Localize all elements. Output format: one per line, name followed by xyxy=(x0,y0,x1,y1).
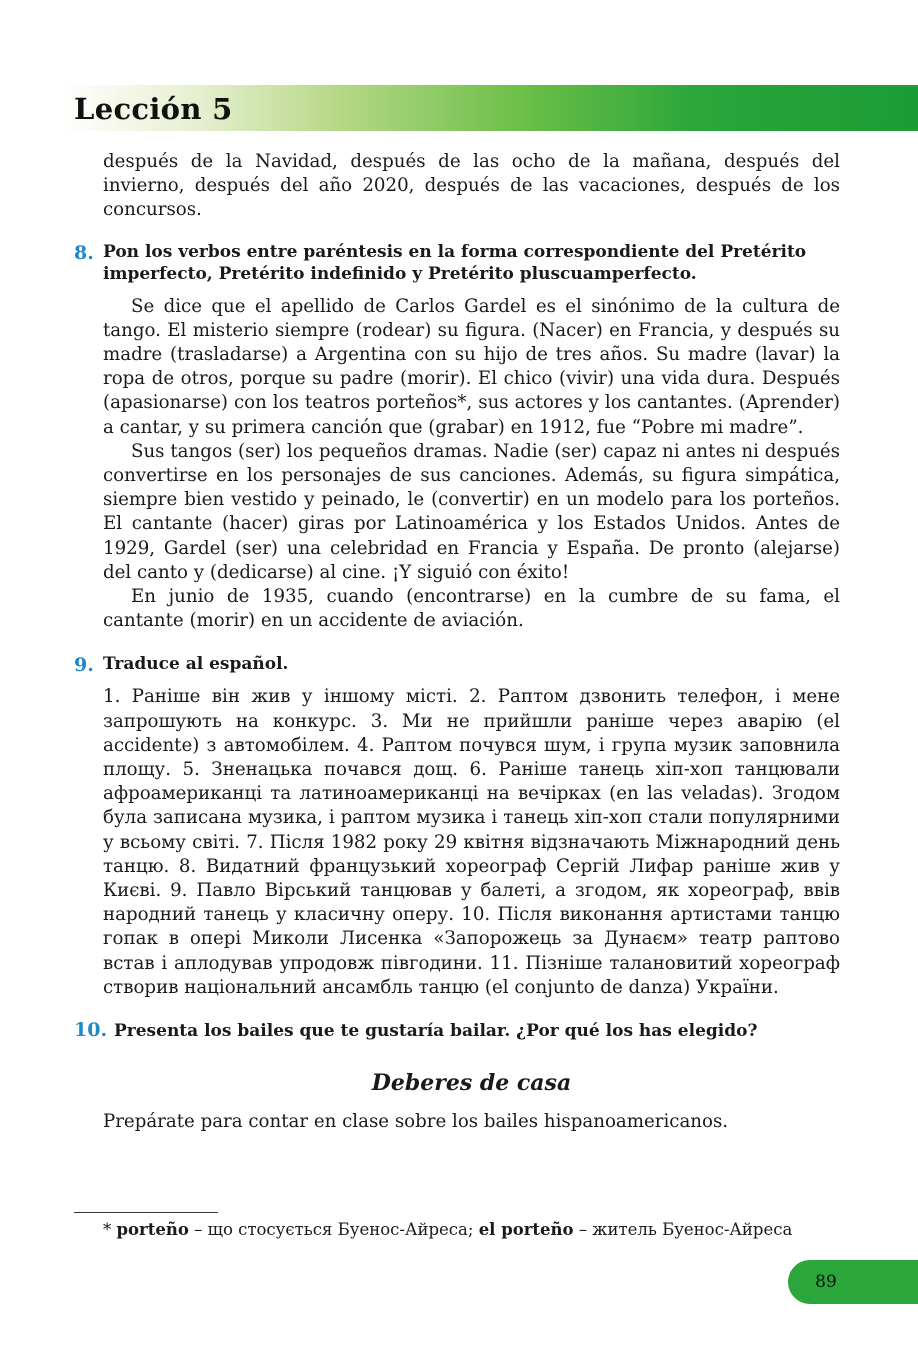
paragraph: Se dice que el apellido de Carlos Gardel es el sinónimo de la cultura de tango. El misterio siempre (rodear) su figura. (Nacer) en Francia, y después su madre (trasladarse) a Argentina con su hijo de tres años. Su madre (lavar) la ropa de otros, porque su padre (morir). El chico (vivir) una vida dura. Después (apasionarse) con los teatros porteños*, sus actores y los cantantes. (Aprender) a cantar, y su primera canción que (grabar) en 1912, fue “Pobre mi madre”. xyxy=(103,295,840,438)
exercise-title: Presenta los bailes que te gustaría bailar. ¿Por qué los has elegido? xyxy=(114,1021,758,1042)
exercise-number: 8. xyxy=(74,241,94,264)
exercise-number: 9. xyxy=(74,654,94,677)
footnote-term: porteño xyxy=(116,1220,189,1239)
exercise-8-body xyxy=(74,295,840,634)
homework-title: Deberes de casa xyxy=(371,1070,572,1097)
exercise-number: 10. xyxy=(74,1019,108,1042)
lesson-title: Lección 5 xyxy=(74,92,233,126)
footnote-mark: * xyxy=(103,1220,112,1239)
paragraph: Sus tangos (ser) los pequeños dramas. Nadie (ser) capaz ni antes ni después convertirse en los personajes de sus canciones. Además, su figura simpática, siempre bien vestido y peinado, le (convertir) en un modelo para los porteños. El cantante (hacer) giras por Latinoamérica y los Estados Unidos. Antes de 1929, Gardel (ser) una celebridad en Francia y España. De pronto (alejarse) del canto y (dedicarse) al cine. ¡Y siguió con éxito! xyxy=(103,440,840,583)
footnote-term: el porteño xyxy=(478,1220,574,1239)
footnote-definition: – житель Буенос-Айреса xyxy=(578,1220,793,1239)
footnote-definition: – що стосується Буенос-Айреса; xyxy=(194,1220,474,1239)
paragraph: En junio de 1935, cuando (encontrarse) en la cumbre de su fama, el cantante (morir) en un accidente de aviación. xyxy=(103,586,840,632)
exercise-9-body xyxy=(74,685,840,1000)
footnote xyxy=(103,1219,792,1241)
exercise-title: Traduce al español. xyxy=(103,654,289,675)
intro-continuation: después de la Navidad, después de las ocho de la mañana, después del invierno, después del año 2020, después de las vacaciones, después de los concursos. xyxy=(103,151,840,221)
page-number: 89 xyxy=(815,1272,837,1292)
page-content xyxy=(74,150,840,1134)
exercise-10 xyxy=(74,1018,840,1043)
paragraph: 1. Раніше він жив у іншому місті. 2. Раптом дзвонить телефон, і мене запрошують на конкурс. 3. Ми не прийшли раніше через аварію (el accidente) з автомобілем. 4. Раптом почувся шум, і група музик заповнила площу. 5. Зненацька почався дощ. 6. Раніше танець хіп-хоп танцювали афроамериканці та латиноамериканці на вечірках (en las veladas). Згодом була записана музика, і раптом музика і танець хіп-хоп стали популярними у всьому світі. 7. Після 1982 року 29 квітня відзначають Міжнародний день танцю. 8. Видатний французький хореограф Сергій Лифар раніше жив у Києві. 9. Павло Вірський танцював у балеті, а згодом, як хореограф, ввів народний танець у класичну оперу. 10. Після виконання артистами танцю гопак в опері Миколи Лисенка «Запорожець за Дунаєм» театр раптово встав і аплодував упродовж півгодини. 11. Пізніше талановитий хореограф створив національний ансамбль танцю (el conjunto de danza) України. xyxy=(103,686,840,998)
exercise-title: Pon los verbos entre paréntesis en la forma correspondiente del Pretérito imperfecto, Pretérito indefinido y Pretérito pluscuamperfecto. xyxy=(103,241,807,284)
exercise-9 xyxy=(74,653,840,675)
footnote-divider xyxy=(74,1212,218,1213)
homework-text: Prepárate para contar en clase sobre los bailes hispanoamericanos. xyxy=(103,1110,729,1132)
exercise-8 xyxy=(74,241,840,285)
